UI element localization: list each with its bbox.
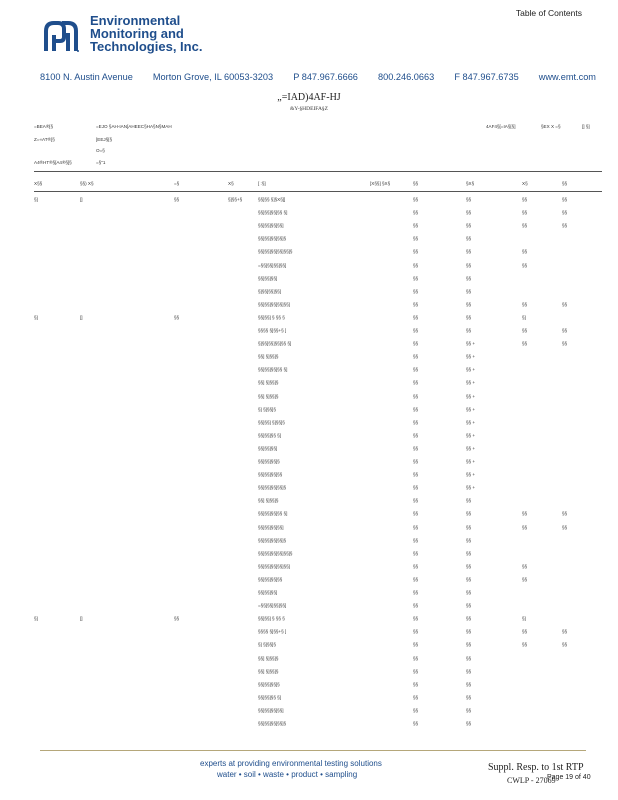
column-header: [X§§] §X§ — [370, 181, 391, 186]
table-cell: §§ + — [466, 485, 476, 491]
table-cell: §§ — [413, 694, 419, 700]
table-cell: §§ — [413, 707, 419, 713]
table-cell: §§ — [522, 341, 528, 347]
meta-value: [EEJ§[§ — [96, 137, 113, 142]
table-cell: §§]§§]§§] — [258, 275, 278, 281]
table-row — [34, 433, 602, 441]
table-cell: §§ — [562, 328, 568, 333]
company-address-bar — [40, 72, 596, 82]
website-link[interactable]: www.emt.com — [538, 72, 596, 82]
column-header: §§ — [413, 181, 419, 186]
meta-right: 4AF4§[=IA§[§] — [486, 124, 516, 129]
company-name-line: Monitoring and — [90, 26, 184, 41]
table-cell: §] — [522, 616, 526, 622]
bates-number: CWLP - 27069 — [507, 776, 556, 785]
table-cell: §§ + — [466, 419, 476, 425]
table-cell: §§]§§] § §§ § — [258, 616, 285, 622]
table-cell: §§] §]§§]§ — [258, 655, 279, 661]
table-cell: [] — [80, 314, 83, 320]
table-cell: §§§§ §]§§+§ ] — [258, 328, 287, 333]
table-cell: §§ — [413, 524, 419, 530]
table-cell: §§ — [413, 419, 419, 425]
table-row — [34, 511, 602, 519]
table-row — [34, 223, 602, 231]
table-row — [34, 236, 602, 244]
table-row — [34, 367, 602, 375]
meta-right: [] §] — [582, 124, 590, 129]
company-name-line: Technologies, Inc. — [90, 39, 203, 54]
table-cell: §§]§§]§§]§§]§ — [258, 537, 287, 543]
table-cell: §§ — [413, 721, 419, 726]
table-cell: §§ — [413, 354, 419, 360]
meta-value: =EJO §AH-IAN[AHEEC§HA§N§MAH — [96, 124, 172, 129]
meta-label: A4®HT®§[A4®§[§ — [34, 160, 72, 165]
table-cell: §§ — [413, 262, 419, 268]
table-header-row — [34, 181, 602, 189]
table-cell: §§ — [413, 249, 419, 255]
table-cell: §§ — [413, 537, 419, 543]
table-row — [34, 682, 602, 690]
table-row — [34, 276, 602, 284]
table-cell: §§ — [413, 590, 419, 595]
table-cell: §§ — [466, 498, 472, 504]
table-cell: §§ — [413, 288, 419, 294]
table-cell: §§ — [466, 616, 472, 622]
table-cell: §§ — [413, 275, 419, 281]
table-cell: §§ — [413, 328, 419, 333]
table-cell: §§]§§]§§] — [258, 445, 278, 451]
table-row — [34, 669, 602, 677]
table-cell: §§]§§]§§]§§] — [258, 707, 284, 713]
table-cell: §§ — [466, 328, 472, 333]
table-cell: §§ — [562, 629, 568, 635]
table-row — [34, 197, 602, 205]
table-row — [34, 302, 602, 310]
table-cell: §§ — [413, 655, 419, 661]
report-subtitle: &Y-§HDEIFA§Z — [289, 106, 329, 112]
table-cell: §§ — [466, 197, 472, 202]
table-cell: §§ — [413, 301, 419, 307]
table-cell: §§]§§]§§ §] — [258, 694, 281, 700]
table-cell: §§] §]§§]§ — [258, 380, 279, 386]
table-cell: §§ — [466, 603, 472, 609]
table-cell: §§ — [413, 668, 419, 674]
table-cell: §§ — [562, 210, 568, 216]
column-header: §X§ — [466, 181, 475, 186]
table-row — [34, 695, 602, 703]
table-cell: §§ — [522, 524, 528, 530]
table-cell: §§§§ §]§§+§ ] — [258, 629, 287, 635]
table-cell: §§ — [522, 262, 528, 268]
footer-divider — [40, 750, 586, 751]
table-cell: §§]§§]§§]§ — [258, 681, 280, 687]
column-header: [ :§] — [258, 181, 266, 186]
table-cell: §§ — [413, 406, 419, 412]
table-row — [34, 656, 602, 664]
table-row — [34, 263, 602, 271]
table-cell: §§ — [522, 223, 528, 229]
table-cell: §§]§§]§§]§§ — [258, 576, 283, 582]
table-cell: §§ — [562, 301, 568, 307]
table-cell: §§ — [522, 642, 528, 648]
city-address: Morton Grove, IL 60053-3203 — [152, 72, 274, 82]
table-cell: §§ + — [466, 380, 476, 386]
table-cell: §§] §]§§]§ — [258, 498, 279, 504]
table-row — [34, 315, 602, 323]
table-row — [34, 472, 602, 480]
table-cell: §§ — [522, 249, 528, 255]
table-row — [34, 590, 602, 598]
table-cell: §§ — [466, 275, 472, 281]
table-cell: §§ — [413, 210, 419, 216]
table-cell: §§ — [413, 511, 419, 517]
table-cell: §§ — [466, 550, 472, 556]
table-cell: §§ — [174, 616, 180, 622]
table-cell: §§]§§]§§]§§]§§]§ — [258, 249, 293, 255]
table-cell: §]§§+§ — [228, 197, 243, 202]
table-cell: §§ — [413, 576, 419, 582]
table-cell: §§ — [174, 197, 180, 202]
table-cell: §§ — [413, 393, 419, 399]
table-cell: §§ — [522, 563, 528, 569]
table-row — [34, 498, 602, 506]
table-cell: §§ — [562, 511, 568, 517]
table-cell: §§ — [522, 328, 528, 333]
table-cell: §§ — [413, 603, 419, 609]
table-cell: §§ — [562, 197, 568, 202]
table-cell: §] — [522, 314, 526, 320]
table-cell: §] — [34, 616, 38, 622]
table-cell: §§ — [466, 576, 472, 582]
table-cell: §§ — [466, 301, 472, 307]
table-row — [34, 525, 602, 533]
table-cell: §§ — [562, 223, 568, 229]
table-cell: §§]§§] §]§§]§ — [258, 419, 285, 425]
table-cell: §§ — [413, 197, 419, 202]
table-cell: §§ — [413, 563, 419, 569]
table-cell: §§]§§]§§]§§ §] — [258, 210, 288, 216]
phone-number: P 847.967.6666 — [293, 72, 358, 82]
meta-value: =§"1 — [96, 160, 106, 165]
table-cell: §§ — [413, 432, 419, 438]
table-cell: §§ — [413, 629, 419, 635]
table-cell: §§ + — [466, 406, 476, 412]
table-header-rule — [34, 191, 602, 192]
supplemental-response-label: Suppl. Resp. to 1st RTP — [488, 762, 584, 773]
table-cell: §] §]§§]§ — [258, 642, 276, 648]
table-cell: §§ — [413, 367, 419, 373]
table-cell: §§ — [413, 550, 419, 556]
table-cell: §§]§§] § §§ § — [258, 314, 285, 320]
meta-label: =BEA®[§ — [34, 124, 54, 129]
table-cell: §§]§§]§§]§§ §] — [258, 511, 288, 517]
table-cell: §§ + — [466, 445, 476, 451]
table-cell: §§ — [413, 341, 419, 347]
column-header: §§) X§ — [80, 181, 94, 186]
table-row — [34, 380, 602, 388]
table-cell: §§ — [413, 236, 419, 242]
table-cell: §§ — [522, 197, 528, 202]
table-row — [34, 289, 602, 297]
table-cell: §§ — [466, 288, 472, 294]
meta-value: O=§ — [96, 148, 105, 153]
table-cell: §§ — [466, 707, 472, 713]
table-cell: §§ + — [466, 472, 476, 478]
table-cell: §§ — [562, 642, 568, 648]
table-cell: §§] §]§§]§ — [258, 354, 279, 360]
table-cell: §§ — [466, 655, 472, 661]
table-cell: §§]§§]§§]§§]§§] — [258, 301, 290, 307]
toll-free-number: 800.246.0663 — [378, 72, 435, 82]
table-cell: §§ — [466, 642, 472, 648]
table-cell: §§ — [174, 314, 180, 320]
table-cell: §§]§§]§§]§§]§§] — [258, 563, 290, 569]
column-header: =§ — [174, 181, 180, 186]
footer-tagline: experts at providing environmental testing solutions — [200, 759, 382, 768]
table-row — [34, 721, 602, 729]
table-cell: §§]§§]§§]§§ §] — [258, 367, 288, 373]
page-number: Page 19 of 40 — [547, 774, 591, 781]
table-cell: §§ — [466, 721, 472, 726]
table-cell: §§ — [413, 498, 419, 504]
table-cell: §§ — [466, 537, 472, 543]
table-cell: §§] §]§§]§ — [258, 668, 279, 674]
table-row — [34, 642, 602, 650]
table-cell: §§]§§]§§] — [258, 590, 278, 595]
table-cell: §§]§§]§§]§ — [258, 459, 280, 464]
table-cell: §§ — [466, 511, 472, 517]
table-cell: =§§]§§]§§]§§] — [258, 603, 287, 609]
table-cell: §§ — [562, 524, 568, 530]
table-cell: §§ — [466, 590, 472, 595]
table-row — [34, 354, 602, 362]
table-row — [34, 459, 602, 467]
table-cell: §§ — [413, 616, 419, 622]
table-cell: §§ — [466, 563, 472, 569]
table-cell: §§]§§]§§]§§]§ — [258, 236, 287, 242]
table-cell: §§ — [466, 223, 472, 229]
table-cell: §§]§§ §]§X§]] — [258, 197, 286, 202]
table-row — [34, 564, 602, 572]
column-header: X§ — [522, 181, 528, 186]
table-cell: §§ + — [466, 354, 476, 360]
emt-logo — [40, 17, 80, 53]
table-cell: §]§§]§§]§§]§§ §] — [258, 341, 292, 347]
table-cell: §§ — [413, 485, 419, 491]
table-cell: §§ — [466, 694, 472, 700]
table-row — [34, 485, 602, 493]
table-row — [34, 446, 602, 454]
table-cell: §§ — [522, 210, 528, 216]
table-cell: §§]§§]§§]§§]§§]§ — [258, 550, 293, 556]
table-cell: §§ — [466, 668, 472, 674]
table-cell: §§ + — [466, 393, 476, 399]
table-cell: §§ + — [466, 367, 476, 373]
table-cell: §§ — [466, 262, 472, 268]
table-cell: §]§§]§§]§§] — [258, 288, 281, 294]
column-header: X§§ — [34, 181, 43, 186]
table-cell: §§ — [522, 629, 528, 635]
table-cell: §] — [34, 197, 38, 202]
table-cell: §§]§§]§§]§§]§ — [258, 721, 287, 726]
table-cell: §§ — [466, 210, 472, 216]
table-cell: §§ — [413, 681, 419, 687]
table-row — [34, 210, 602, 218]
table-row — [34, 249, 602, 257]
column-header: §§ — [562, 181, 568, 186]
table-cell: §§ — [413, 380, 419, 386]
table-cell: §§ — [413, 459, 419, 464]
table-cell: §§ — [466, 681, 472, 687]
table-cell: §§ — [562, 341, 568, 347]
table-cell: §§ — [413, 223, 419, 229]
table-cell: §§ — [466, 236, 472, 242]
table-cell: §§ — [413, 314, 419, 320]
report-title: „=IAD)4AF-HJ — [277, 92, 341, 103]
table-cell: §] §]§§]§ — [258, 406, 276, 412]
table-cell: §§ — [413, 642, 419, 648]
table-cell: §§]§§]§§]§§] — [258, 223, 284, 229]
table-cell: §§ — [466, 524, 472, 530]
table-row — [34, 708, 602, 716]
table-row — [34, 420, 602, 428]
table-cell: §§] §]§§]§ — [258, 393, 279, 399]
table-cell: §] — [34, 314, 38, 320]
table-row — [34, 394, 602, 402]
table-row — [34, 328, 602, 336]
table-cell: §§ — [466, 314, 472, 320]
table-cell: =§§]§§]§§]§§] — [258, 262, 287, 268]
table-cell: [] — [80, 616, 83, 622]
table-cell: §§]§§]§§ §] — [258, 432, 281, 438]
meta-label: Z=«AT®[§ — [34, 137, 55, 142]
table-row — [34, 538, 602, 546]
table-cell: §§ — [522, 511, 528, 517]
company-name — [90, 14, 202, 53]
table-row — [34, 341, 602, 349]
table-cell: §§ — [522, 301, 528, 307]
table-cell: §§]§§]§§]§§] — [258, 524, 284, 530]
table-top-rule — [34, 171, 602, 172]
table-row — [34, 616, 602, 624]
table-row — [34, 551, 602, 559]
table-cell: §§]§§]§§]§§]§ — [258, 485, 287, 491]
meta-right: §EX X =§ — [541, 124, 561, 129]
table-cell: §§ + — [466, 341, 476, 347]
table-row — [34, 629, 602, 637]
table-cell: §§ + — [466, 459, 476, 464]
table-of-contents-link[interactable]: Table of Contents — [515, 8, 582, 18]
table-cell: §§ — [413, 445, 419, 451]
table-cell: §§ — [522, 576, 528, 582]
footer-services: water • soil • waste • product • sampling — [217, 770, 358, 779]
table-cell: §§ — [466, 629, 472, 635]
table-cell: §§ + — [466, 432, 476, 438]
table-row — [34, 603, 602, 611]
street-address: 8100 N. Austin Avenue — [40, 72, 133, 82]
table-cell: §§]§§]§§]§§ — [258, 472, 283, 478]
table-cell: §§ — [413, 472, 419, 478]
fax-number: F 847.967.6735 — [454, 72, 519, 82]
table-row — [34, 407, 602, 415]
table-cell: [] — [80, 197, 83, 202]
column-header: X§ — [228, 181, 234, 186]
table-row — [34, 577, 602, 585]
company-name-line: Environmental — [90, 13, 181, 28]
table-cell: §§ — [466, 249, 472, 255]
